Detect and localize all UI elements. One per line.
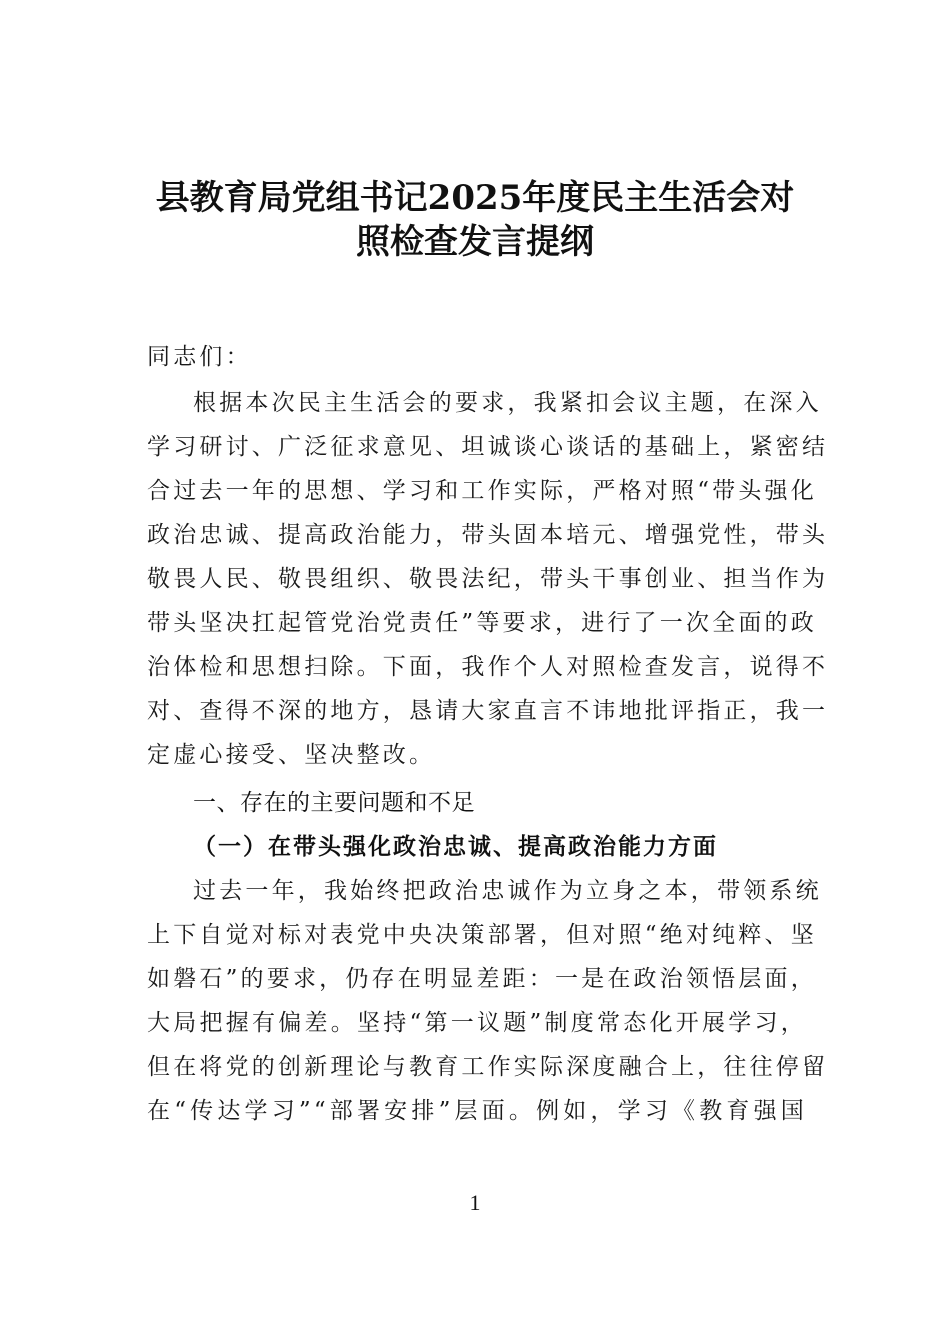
section-heading-level-2: （一）在带头强化政治忠诚、提高政治能力方面	[193, 833, 718, 860]
intro-paragraph-line: 合过去一年的思想、学习和工作实际，严格对照“带头强化	[147, 478, 817, 504]
intro-paragraph-line: 学习研讨、广泛征求意见、坦诚谈心谈话的基础上，紧密结	[147, 434, 829, 460]
salutation: 同志们：	[147, 344, 252, 370]
section-paragraph-line: 如磐石”的要求，仍存在明显差距：一是在政治领悟层面，	[147, 966, 817, 992]
intro-paragraph-line: 带头坚决扛起管党治党责任”等要求，进行了一次全面的政	[147, 610, 817, 636]
section-paragraph-line: 过去一年，我始终把政治忠诚作为立身之本，带领系统	[193, 878, 822, 904]
intro-paragraph-line: 对、查得不深的地方，恳请大家直言不讳地批评指正，我一	[147, 698, 829, 724]
page-number: 1	[469, 1190, 481, 1215]
intro-paragraph-line: 政治忠诚、提高政治能力，带头固本培元、增强党性，带头	[147, 522, 829, 548]
section-paragraph-line: 但在将党的创新理论与教育工作实际深度融合上，往往停留	[147, 1054, 829, 1080]
intro-paragraph-line: 定虚心接受、坚决整改。	[147, 742, 436, 768]
section-heading-level-1: 一、存在的主要问题和不足	[193, 790, 475, 816]
intro-paragraph-line: 治体检和思想扫除。下面，我作个人对照检查发言，说得不	[147, 654, 829, 680]
document-title-line-2: 照检查发言提纲	[356, 222, 594, 262]
document-title-line-1: 县教育局党组书记2025年度民主生活会对	[155, 178, 795, 218]
section-paragraph-line: 大局把握有偏差。坚持“第一议题”制度常态化开展学习，	[147, 1010, 807, 1036]
section-paragraph-line: 在“传达学习”“部署安排”层面。例如，学习《教育强国	[147, 1098, 807, 1124]
intro-paragraph-line: 敬畏人民、敬畏组织、敬畏法纪，带头干事创业、担当作为	[147, 566, 829, 592]
section-paragraph-line: 上下自觉对标对表党中央决策部署，但对照“绝对纯粹、坚	[147, 922, 817, 948]
intro-paragraph-line: 根据本次民主生活会的要求，我紧扣会议主题，在深入	[193, 390, 822, 416]
